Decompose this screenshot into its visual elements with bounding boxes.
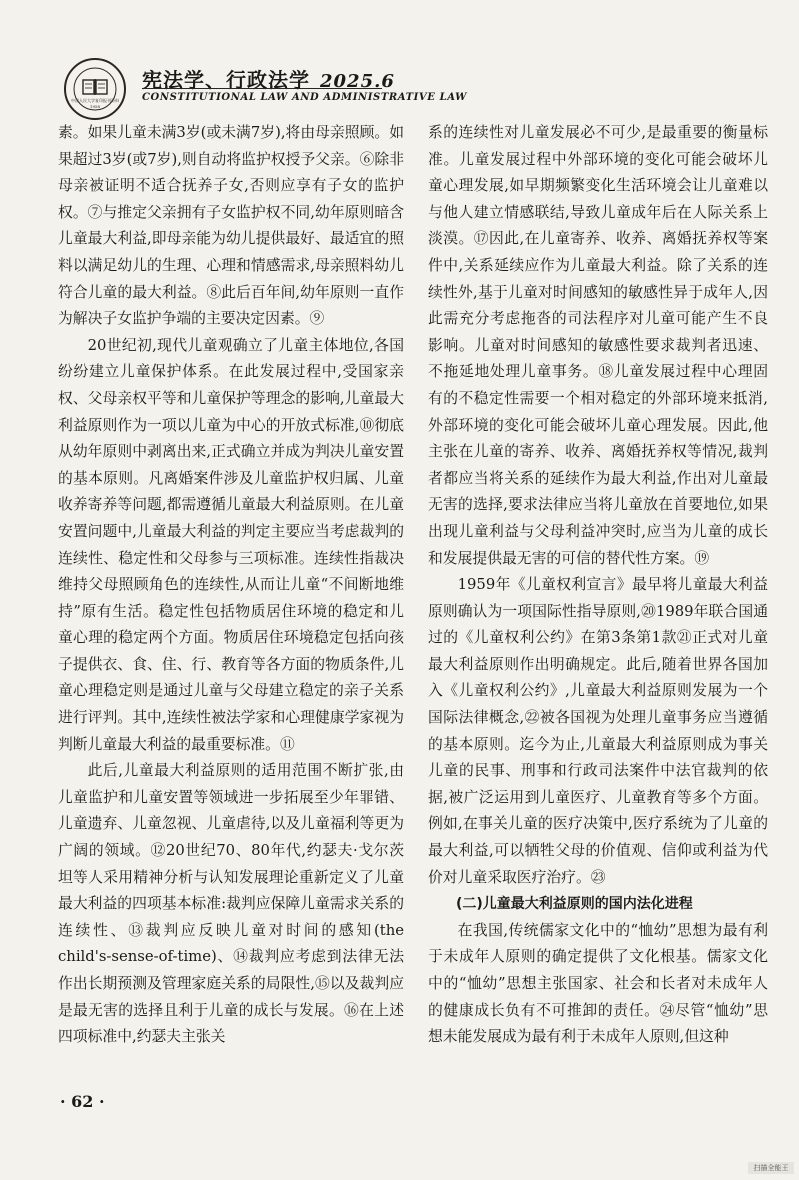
page-number: · 62 · [60, 1092, 105, 1111]
journal-subtitle: CONSTITUTIONAL LAW AND ADMINISTRATIVE LAW [142, 92, 467, 103]
logo-caption: 中国人民大学复印报刊资料 [71, 98, 119, 103]
left-column [58, 120, 404, 1051]
section-heading: (二)儿童最大利益原则的国内法化进程 [456, 896, 693, 913]
paragraph: 系的连续性对儿童发展必不可少,是最重要的衡量标准。儿童发展过程中外部环境的变化可能会破坏儿童心理发展,如早期频繁变化生活环境会让儿童难以与他人建立情感联结,导致儿童成年后在人际关系上淡漠。⑰因此,在儿童寄养、收养、离婚抚养权等案件中,关系延续应作为儿童最大利益。除了关系的连续性外,基于儿童对时间感知的敏感性异于成年人,因此需充分考虑拖沓的司法程序对儿童可能产生不良影响。儿童对时间感知的敏感性要求裁判者迅速、不拖延地处理儿童事务。⑱儿童发展过程中心理固有的不稳定性需要一个相对稳定的外部环境来抵消,外部环境的变化可能会破坏儿童心理发展。因此,他主张在儿童的寄养、收养、离婚抚养权等情况,裁判者都应当将关系的延续作为最大利益,作出对儿童最无害的选择,要求法律应当将儿童放在首要地位,如果出现儿童利益与父母利益冲突时,应当为儿童的成长和发展提供最无害的可信的替代性方案。⑲ [428, 124, 768, 567]
right-column [428, 120, 768, 1051]
scanner-watermark-badge: 扫描全能王 [748, 1162, 794, 1174]
journal-title-text: 宪法学、行政法学 [142, 68, 310, 92]
journal-logo [64, 58, 126, 120]
book-emblem-icon [71, 65, 119, 113]
paragraph: 素。如果儿童未满3岁(或未满7岁),将由母亲照顾。如果超过3岁(或7岁),则自动将监护权授予父亲。⑥除非母亲被证明不适合抚养子女,否则应享有子女的监护权。⑦与推定父亲拥有子女监护权不同,幼年原则暗含儿童最大利益,即母亲能为幼儿提供最好、最适宜的照料以满足幼儿的生理、心理和情感需求,母亲照料幼儿符合儿童的最大利益。⑧此后百年间,幼年原则一直作为解决子女监护争端的主要决定因素。⑨ [58, 124, 404, 328]
running-header [64, 60, 764, 110]
logo-year: 1958 [89, 104, 101, 109]
paragraph: 在我国,传统儒家文化中的“恤幼”思想为最有利于未成年人原则的确定提供了文化根基。儒家文化中的“恤幼”思想主张国家、社会和长者对未成年人的健康成长负有不可推卸的责任。㉔尽管“恤幼”思想未能发展成为最有利于未成年人原则,但这种 [428, 921, 768, 1046]
header-rule [142, 88, 382, 89]
paragraph: 20世纪初,现代儿童观确立了儿童主体地位,各国纷纷建立儿童保护体系。在此发展过程中,受国家亲权、父母亲权平等和儿童保护等理念的影响,儿童最大利益原则作为一项以儿童为中心的开放式标准,⑩彻底从幼年原则中剥离出来,正式确立并成为判决儿童安置的基本原则。凡离婚案件涉及儿童监护权归属、儿童收养寄养等问题,都需遵循儿童最大利益原则。在儿童安置问题中,儿童最大利益的判定主要应当考虑裁判的连续性、稳定性和父母参与三项标准。连续性指裁决维持父母照顾角色的连续性,从而让儿童“不间断地维持”原有生活。稳定性包括物质居住环境的稳定和儿童心理的稳定两个方面。物质居住环境稳定包括向孩子提供衣、食、住、行、教育等各方面的物质条件,儿童心理稳定则是通过儿童与父母建立稳定的亲子关系进行评判。其中,连续性被法学家和心理健康学家视为判断儿童最大利益的最重要标准。⑪ [58, 336, 404, 753]
issue-number: 2025.6 [320, 71, 395, 92]
paragraph: 1959年《儿童权利宣言》最早将儿童最大利益原则确认为一项国际性指导原则,⑳1989年联合国通过的《儿童权利公约》在第3条第1款㉑正式对儿童最大利益原则作出明确规定。此后,随着世界各国加入《儿童权利公约》,儿童最大利益原则发展为一个国际法律概念,㉒被各国视为处理儿童事务应当遵循的基本原则。迄今为止,儿童最大利益原则成为事关儿童的民事、刑事和行政司法案件中法官裁判的依据,被广泛运用到儿童医疗、儿童教育等多个方面。例如,在事关儿童的医疗决策中,医疗系统为了儿童的最大利益,可以牺牲父母的价值观、信仰或利益为代价对儿童采取医疗治疗。㉓ [428, 576, 768, 886]
paragraph: 此后,儿童最大利益原则的适用范围不断扩张,由儿童监护和儿童安置等领域进一步拓展至少年罪错、儿童遗弃、儿童忽视、儿童虐待,以及儿童福利等更为广阔的领域。⑫20世纪70、80年代,约瑟夫·戈尔茨坦等人采用精神分析与认知发展理论重新定义了儿童最大利益的四项基本标准:裁判应保障儿童需求关系的连续性、⑬裁判应反映儿童对时间的感知(the child's-sense-of-time)、⑭裁判应考虑到法律无法作出长期预测及管理家庭关系的局限性,⑮以及裁判应是最无害的选择且利于儿童的成长与发展。⑯在上述四项标准中,约瑟夫主张关 [58, 762, 404, 1046]
